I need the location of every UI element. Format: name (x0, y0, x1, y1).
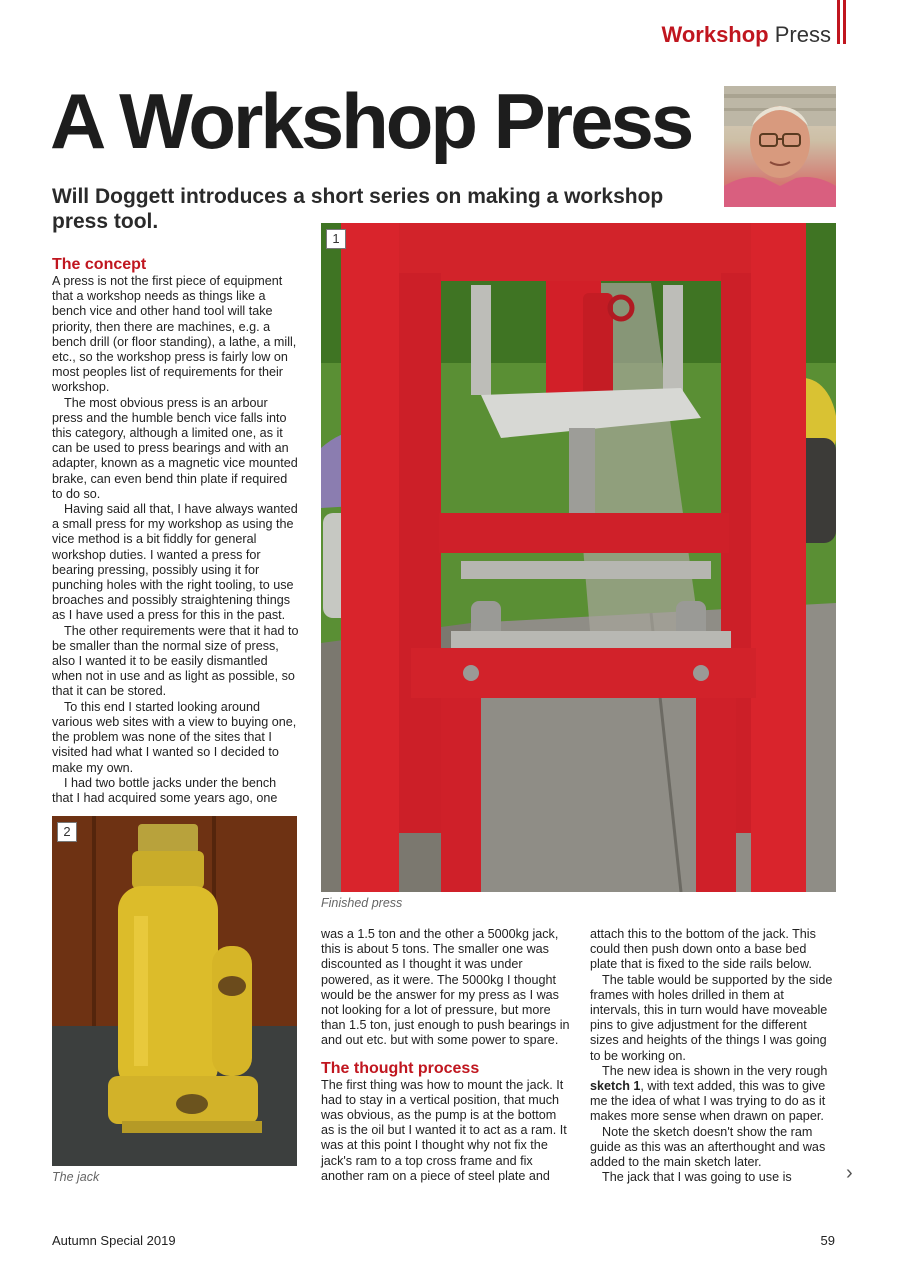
issue-label: Autumn Special 2019 (52, 1233, 176, 1248)
caption-the-jack: The jack (52, 1170, 100, 1184)
paragraph: The other requirements were that it had to be smaller than the normal size of press, also I wanted it to be easily dismantled when not in use and as light as possible, so that it can be stored. (52, 623, 299, 699)
text-column-1 (52, 255, 300, 806)
paragraph: To this end I started looking around various web sites with a view to buying one, the problem was none of the sites that I visited had what I wanted so I decided to make my own. (52, 699, 297, 775)
paragraph: A press is not the first piece of equipment that a workshop needs as things like a bench vice and other hand tool will take priority, then there are machines, e.g. a bench drill (or floor standing), a lathe, a mill, etc., so the workshop press is fairly low on most peoples list of requirements for their workshop. (52, 274, 297, 395)
figure-number-1: 1 (326, 229, 346, 249)
paragraph: The most obvious press is an arbour press and the humble bench vice falls into this category, although a limited one, as it can be used to press bearings and with an adapter, known as a magnetic vice mounted brake, can even bend thin plate if required to do so. (52, 395, 298, 501)
continue-arrow-icon: › (846, 1162, 853, 1184)
heading-concept: The concept (52, 256, 147, 273)
sketch-text-before: The new idea is shown in the very rough (602, 1063, 828, 1078)
section-tag-rest: Press (774, 22, 831, 47)
sketch-text-after: , with text added, this was to give me the idea of what I was trying to do as it makes more sense when drawn on paper. (590, 1079, 826, 1124)
section-tag (661, 22, 831, 48)
section-tag-bold: Workshop (661, 22, 769, 47)
caption-finished-press: Finished press (321, 896, 403, 910)
paragraph: attach this to the bottom of the jack. This could then push down onto a base bed plate that is fixed to the side rails below. (590, 927, 816, 972)
paragraph: The table would be supported by the side frames with holes drilled in them at intervals, this in turn would have moveable pins to give adjustment for the different sizes and heights of the things I was going to be working on. (590, 972, 833, 1063)
text-column-2 (321, 927, 571, 1184)
sketch-reference: sketch 1 (590, 1079, 641, 1094)
paragraph: The first thing was how to mount the jack. It had to stay in a vertical position, that much was obvious, as the pump is at the bottom as is the oil but I wanted it to act as a ram. It was at this point I thought why not fix the jack's ram to a top cross frame and fix another ram on a piece of steel plate and (321, 1077, 567, 1183)
text-column-3 (590, 927, 836, 1185)
author-portrait (724, 86, 836, 207)
paragraph: The jack that I was going to use is (602, 1170, 792, 1185)
heading-thought-process: The thought process (321, 1059, 480, 1077)
paragraph: Having said all that, I have always wanted a small press for my workshop as using the vice method is a bit fiddly for general workshop duties. I wanted a press for bearing pressing, possibly using it for punching holes with the right tooling, to use broaches and possibly straightening things as I have used a press for this in the past. (52, 502, 298, 623)
figure-bottle-jack (52, 816, 297, 1166)
paragraph: was a 1.5 ton and the other a 5000kg jack, this is about 5 tons. The smaller one was discounted as I thought it was under powered, as it were. The 5000kg I thought would be the answer for my press as I was not looking for a lot of pressure, but more than 1.5 ton, just enough to push bearings in and out etc. but with some power to spare. (321, 927, 570, 1048)
paragraph: Note the sketch doesn't show the ram guide as this was an afterthought and was added to the main sketch later. (590, 1124, 826, 1170)
article-title: A Workshop Press (50, 77, 692, 165)
paragraph-sketch (590, 1064, 836, 1125)
header-accent-bars (837, 0, 847, 44)
figure-number-2: 2 (57, 822, 77, 842)
article-subtitle: Will Doggett introduces a short series on making a workshop press tool. (52, 185, 664, 233)
figure-finished-press (321, 223, 836, 892)
page-number: 59 (820, 1233, 835, 1248)
paragraph: I had two bottle jacks under the bench that I had acquired some years ago, one (52, 775, 278, 805)
